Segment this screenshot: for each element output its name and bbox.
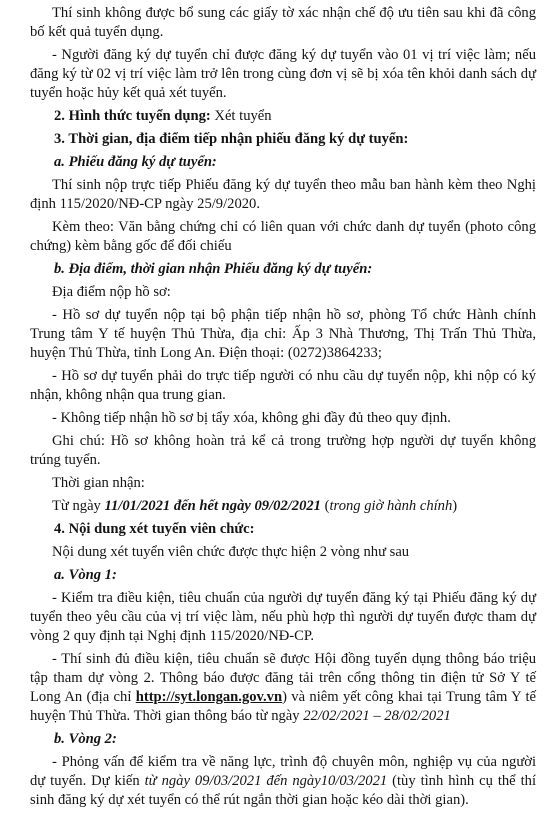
round-2-dates: từ ngày 09/03/2021 đến ngày10/03/2021 (144, 773, 388, 789)
heading-time-place: 3. Thời gian, địa điểm tiếp nhận phiếu đăng ký dự tuyển: (54, 131, 409, 147)
paragraph-round-1-check: - Kiểm tra điều kiện, tiêu chuẩn của người dự tuyển đăng ký tại Phiếu đăng ký dự tuyển theo yêu cầu của vị trí việc làm, nếu phù hợp thì người dự tuyển được tham dự vòng 2 quy định tại Nghị định 115/2020/NĐ-CP. (30, 590, 536, 644)
heading-recruitment-form (30, 107, 536, 126)
round-2-text-2: (tùy tình hình cụ thể thí sinh đăng ký dự xét tuyển có thể rút ngắn thời gian hoặc kéo dài thời gian). (30, 773, 536, 808)
paragraph-submit-form: Thí sinh nộp trực tiếp Phiếu đăng ký dự tuyển theo mẫu ban hành kèm theo Nghị định 115/2020/NĐ-CP ngày 25/9/2020. (30, 177, 536, 212)
round-1-notice-text-2: ) và niêm yết công khai tại Trung tâm Y tế huyện Thủ Thừa. Thời gian thông báo từ ngày (30, 689, 536, 724)
heading-recruitment-form-label: 2. Hình thức tuyển dụng: (54, 108, 211, 124)
round-2-text: - Phỏng vấn để kiểm tra về năng lực, trình độ chuyên môn, nghiệp vụ của người dự tuyển. Dự kiến (30, 754, 536, 789)
paragraph-no-erased-docs: - Không tiếp nhận hồ sơ bị tẩy xóa, không ghi đầy đủ theo quy định. (52, 410, 451, 426)
paragraph-attachments: Kèm theo: Văn bằng chứng chỉ có liên quan với chức danh dự tuyển (photo công chứng) kèm bằng gốc để đối chiếu (30, 219, 536, 254)
paragraph-location-label: Địa điểm nộp hồ sơ: (52, 284, 171, 300)
receiving-period-open: ( (320, 498, 330, 514)
paragraph-round-1-notice (30, 650, 536, 726)
paragraph-direct-submission: - Hồ sơ dự tuyển phải do trực tiếp người có nhu cầu dự tuyển nộp, khi nộp có ký nhận, không nhận qua trung gian. (30, 368, 536, 403)
receiving-period-dates: 11/01/2021 đến hết ngày 09/02/2021 (104, 498, 321, 514)
paragraph-two-rounds: Nội dung xét tuyển viên chức được thực hiện 2 vòng như sau (52, 544, 410, 560)
receiving-period-close: ) (452, 498, 458, 514)
heading-round-1: a. Vòng 1: (54, 567, 117, 583)
heading-round-2: b. Vòng 2: (54, 731, 117, 747)
paragraph-round-2-interview (30, 753, 536, 810)
paragraph-receiving-period (30, 497, 536, 516)
paragraph-time-label: Thời gian nhận: (52, 475, 145, 491)
heading-selection-content: 4. Nội dung xét tuyển viên chức: (54, 521, 255, 537)
heading-registration-form: a. Phiếu đăng ký dự tuyển: (54, 154, 217, 170)
heading-location-time: b. Địa điểm, thời gian nhận Phiếu đăng ký dự tuyển: (54, 261, 373, 277)
paragraph-location-detail: - Hồ sơ dự tuyển nộp tại bộ phận tiếp nhận hồ sơ, phòng Tổ chức Hành chính Trung tâm Y tế huyện Thủ Thừa, địa chỉ: Ấp 3 Nhà Thương, Thị Trấn Thủ Thừa, huyện Thủ Thừa, tỉnh Long An. Điện thoại: (0272)3864233; (30, 307, 536, 361)
paragraph-single-position-rule: - Người đăng ký dự tuyển chỉ được đăng ký dự tuyển vào 01 vị trí việc làm; nếu đăng ký từ 02 vị trí việc làm trở lên trong cùng đơn vị sẽ bị xóa tên khỏi danh sách dự tuyển hoặc hủy kết quả xét tuyển. (30, 47, 536, 101)
recruitment-form-value: Xét tuyển (210, 108, 272, 124)
receiving-period-hours: trong giờ hành chính (329, 498, 453, 514)
portal-link[interactable]: http://syt.longan.gov.vn (135, 689, 283, 705)
receiving-period-prefix: Từ ngày (52, 498, 105, 514)
paragraph-no-return-note: Ghi chú: Hồ sơ không hoàn trả kể cả trong trường hợp người dự tuyển không trúng tuyển. (30, 433, 536, 468)
paragraph-priority-note: Thí sinh không được bổ sung các giấy tờ xác nhận chế độ ưu tiên sau khi đã công bố kết quả tuyển dụng. (30, 5, 536, 40)
round-1-notice-dates: 22/02/2021 – 28/02/2021 (303, 708, 451, 724)
round-1-notice-text: - Thí sinh đủ điều kiện, tiêu chuẩn sẽ được Hội đồng tuyển dụng thông báo triệu tập tham dự vòng 2. Thông báo được đăng tải trên cổng thông tin điện tử Sở Y tế Long An (địa chỉ (30, 651, 536, 705)
